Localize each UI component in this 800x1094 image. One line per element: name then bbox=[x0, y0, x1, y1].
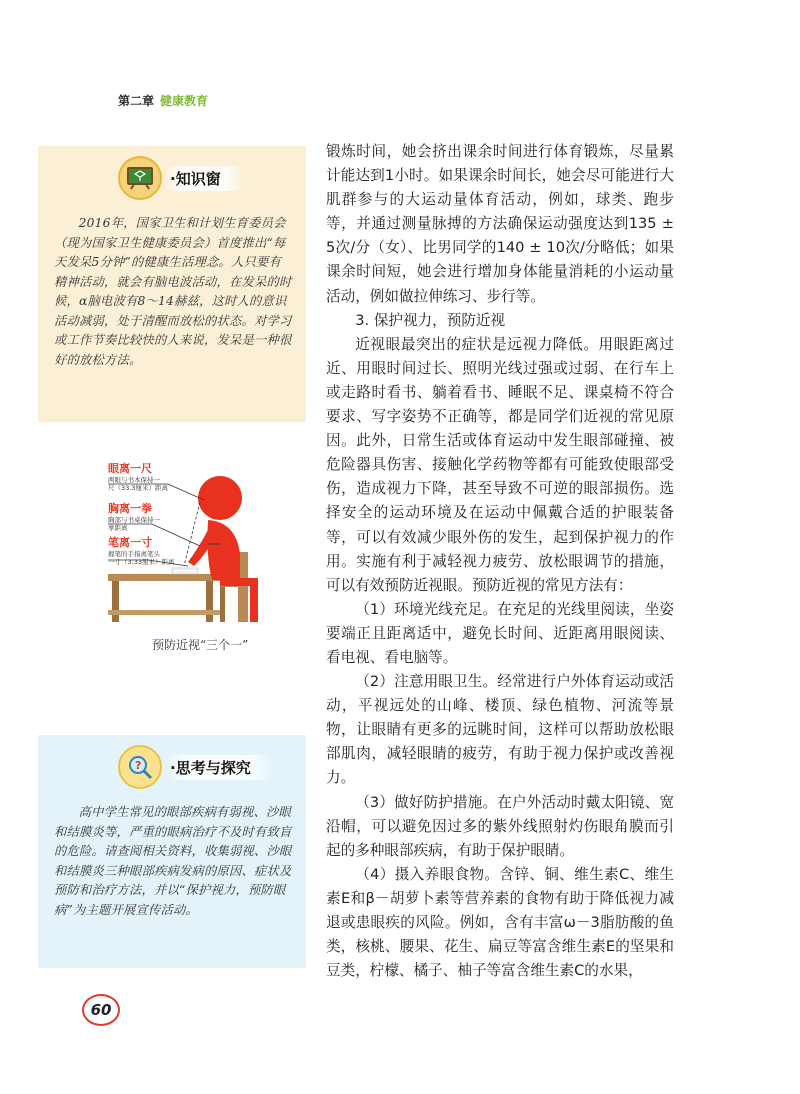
svg-text:?: ? bbox=[135, 759, 142, 772]
think-box-label: ·思考与探究 bbox=[164, 755, 273, 780]
section-label: 健康教育 bbox=[160, 94, 209, 108]
chapter-label: 第二章 bbox=[118, 94, 155, 108]
think-box bbox=[38, 735, 306, 968]
knowledge-box-title bbox=[118, 160, 243, 196]
knowledge-box-label: ·知识窗 bbox=[164, 166, 243, 191]
label-eye-distance: 眼离一尺 bbox=[108, 462, 152, 475]
label-eye-desc-1: 两眼与书本保持一 bbox=[108, 476, 160, 484]
knowledge-box-text bbox=[54, 214, 292, 370]
think-box-title bbox=[118, 749, 273, 785]
main-paragraph-1: 锻炼时间，她会挤出课余时间进行体育锻炼，尽量累计能达到1小时。如果课余时间长，她会尽可能进行大肌群参与的大运动量体育活动，例如，球类、跑步等，并通过测量脉搏的方法确保运动强度达到135 ± 5次/分（女）、比男同学的140 ± 10次/分略低；如果课余时间短，她会进行增加身体能量消耗的小运动量活动，例如做拉伸练习、步行等。 bbox=[326, 143, 674, 305]
illustration-caption: 预防近视“三个一” bbox=[152, 638, 249, 652]
knowledge-paragraph: 2016年，国家卫生和计划生育委员会（现为国家卫生健康委员会）首度推出“每天发呆5分钟”的健康生活理念。人只要有精神活动，就会有脑电波活动，在发呆的时候，α脑电波有8～14赫兹，这时人的意识活动减弱，处于清醒而放松的状态。对学习或工作节奏比较快的人来说，发呆是一种很好的放松方法。 bbox=[54, 216, 292, 367]
think-paragraph: 高中学生常见的眼部疾病有弱视、沙眼和结膜炎等，严重的眼病治疗不及时有致盲的危险。请查阅相关资料，收集弱视、沙眼和结膜炎三种眼部疾病发病的原因、症状及预防和治疗方法，并以“保护视力，预防眼病”为主题开展宣传活动。 bbox=[54, 805, 292, 917]
label-chest-desc-1: 胸部与书桌保持一 bbox=[108, 516, 160, 524]
list-item-4: （4）摄入养眼食物。含锌、铜、维生素C、维生素E和β－胡萝卜素等营养素的食物有助于降低视力减退或患眼疾的风险。例如，含有丰富ω－3脂肪酸的鱼类，核桃、腰果、花生、扁豆等富含维生素E的坚果和豆类，柠檬、橘子、柚子等富含维生素C的水果， bbox=[326, 865, 674, 980]
main-text bbox=[326, 140, 674, 983]
main-paragraph-2: 近视眼最突出的症状是远视力降低。用眼距离过近、用眼时间过长、照明光线过强或过弱、在行车上或走路时看书、躺着看书、睡眠不足、课桌椅不符合要求、写字姿势不正确等，都是同学们近视的常见原因。此外，日常生活或体育运动中发生眼部碰撞、被危险器具伤害、接触化学药物等都有可能致使眼部受伤，造成视力下降，甚至导致不可逆的眼部损伤。选择安全的运动环境及在运动中佩戴合适的护眼装备等，可以有效减少眼外伤的发生，起到保护视力的作用。实施有利于减轻视力疲劳、放松眼调节的措施，可以有效预防近视眼。预防近视的常见方法有： bbox=[326, 335, 674, 594]
think-box-text bbox=[54, 803, 294, 920]
list-item-2: （2）注意用眼卫生。经常进行户外体育运动或活动，平视远处的山峰、楼顶、绿色植物、河流等景物，让眼睛有更多的远眺时间，这样可以帮助放松眼部肌肉，减轻眼睛的疲劳，有助于视力保护或改善视力。 bbox=[326, 673, 674, 787]
posture-illustration bbox=[108, 462, 278, 624]
label-chest-desc-2: 拳距离 bbox=[108, 524, 128, 532]
knowledge-box bbox=[38, 146, 306, 422]
chalkboard-icon bbox=[118, 156, 162, 200]
label-chest-distance: 胸离一拳 bbox=[108, 502, 152, 515]
label-pen-desc-2: 一寸（3.33厘米）距离 bbox=[108, 558, 175, 566]
page-number: 60 bbox=[82, 994, 120, 1026]
label-pen-distance: 笔离一寸 bbox=[108, 536, 152, 549]
magnifier-question-icon bbox=[118, 745, 162, 789]
list-item-1: （1）环境光线充足。在充足的光线里阅读，坐姿要端正且距离适中，避免长时间、近距离用眼阅读、看电视、看电脑等。 bbox=[326, 600, 674, 666]
label-eye-desc-2: 尺（33.3厘米）距离 bbox=[108, 484, 168, 492]
label-pen-desc-1: 握笔的手指离笔头 bbox=[108, 550, 160, 558]
chapter-header bbox=[118, 92, 208, 109]
list-item-3: （3）做好防护措施。在户外活动时戴太阳镜、宽沿帽，可以避免因过多的紫外线照射灼伤眼角膜而引起的多种眼部疾病，有助于保护眼睛。 bbox=[326, 793, 674, 859]
section-heading-3: 3. 保护视力，预防近视 bbox=[355, 311, 506, 329]
